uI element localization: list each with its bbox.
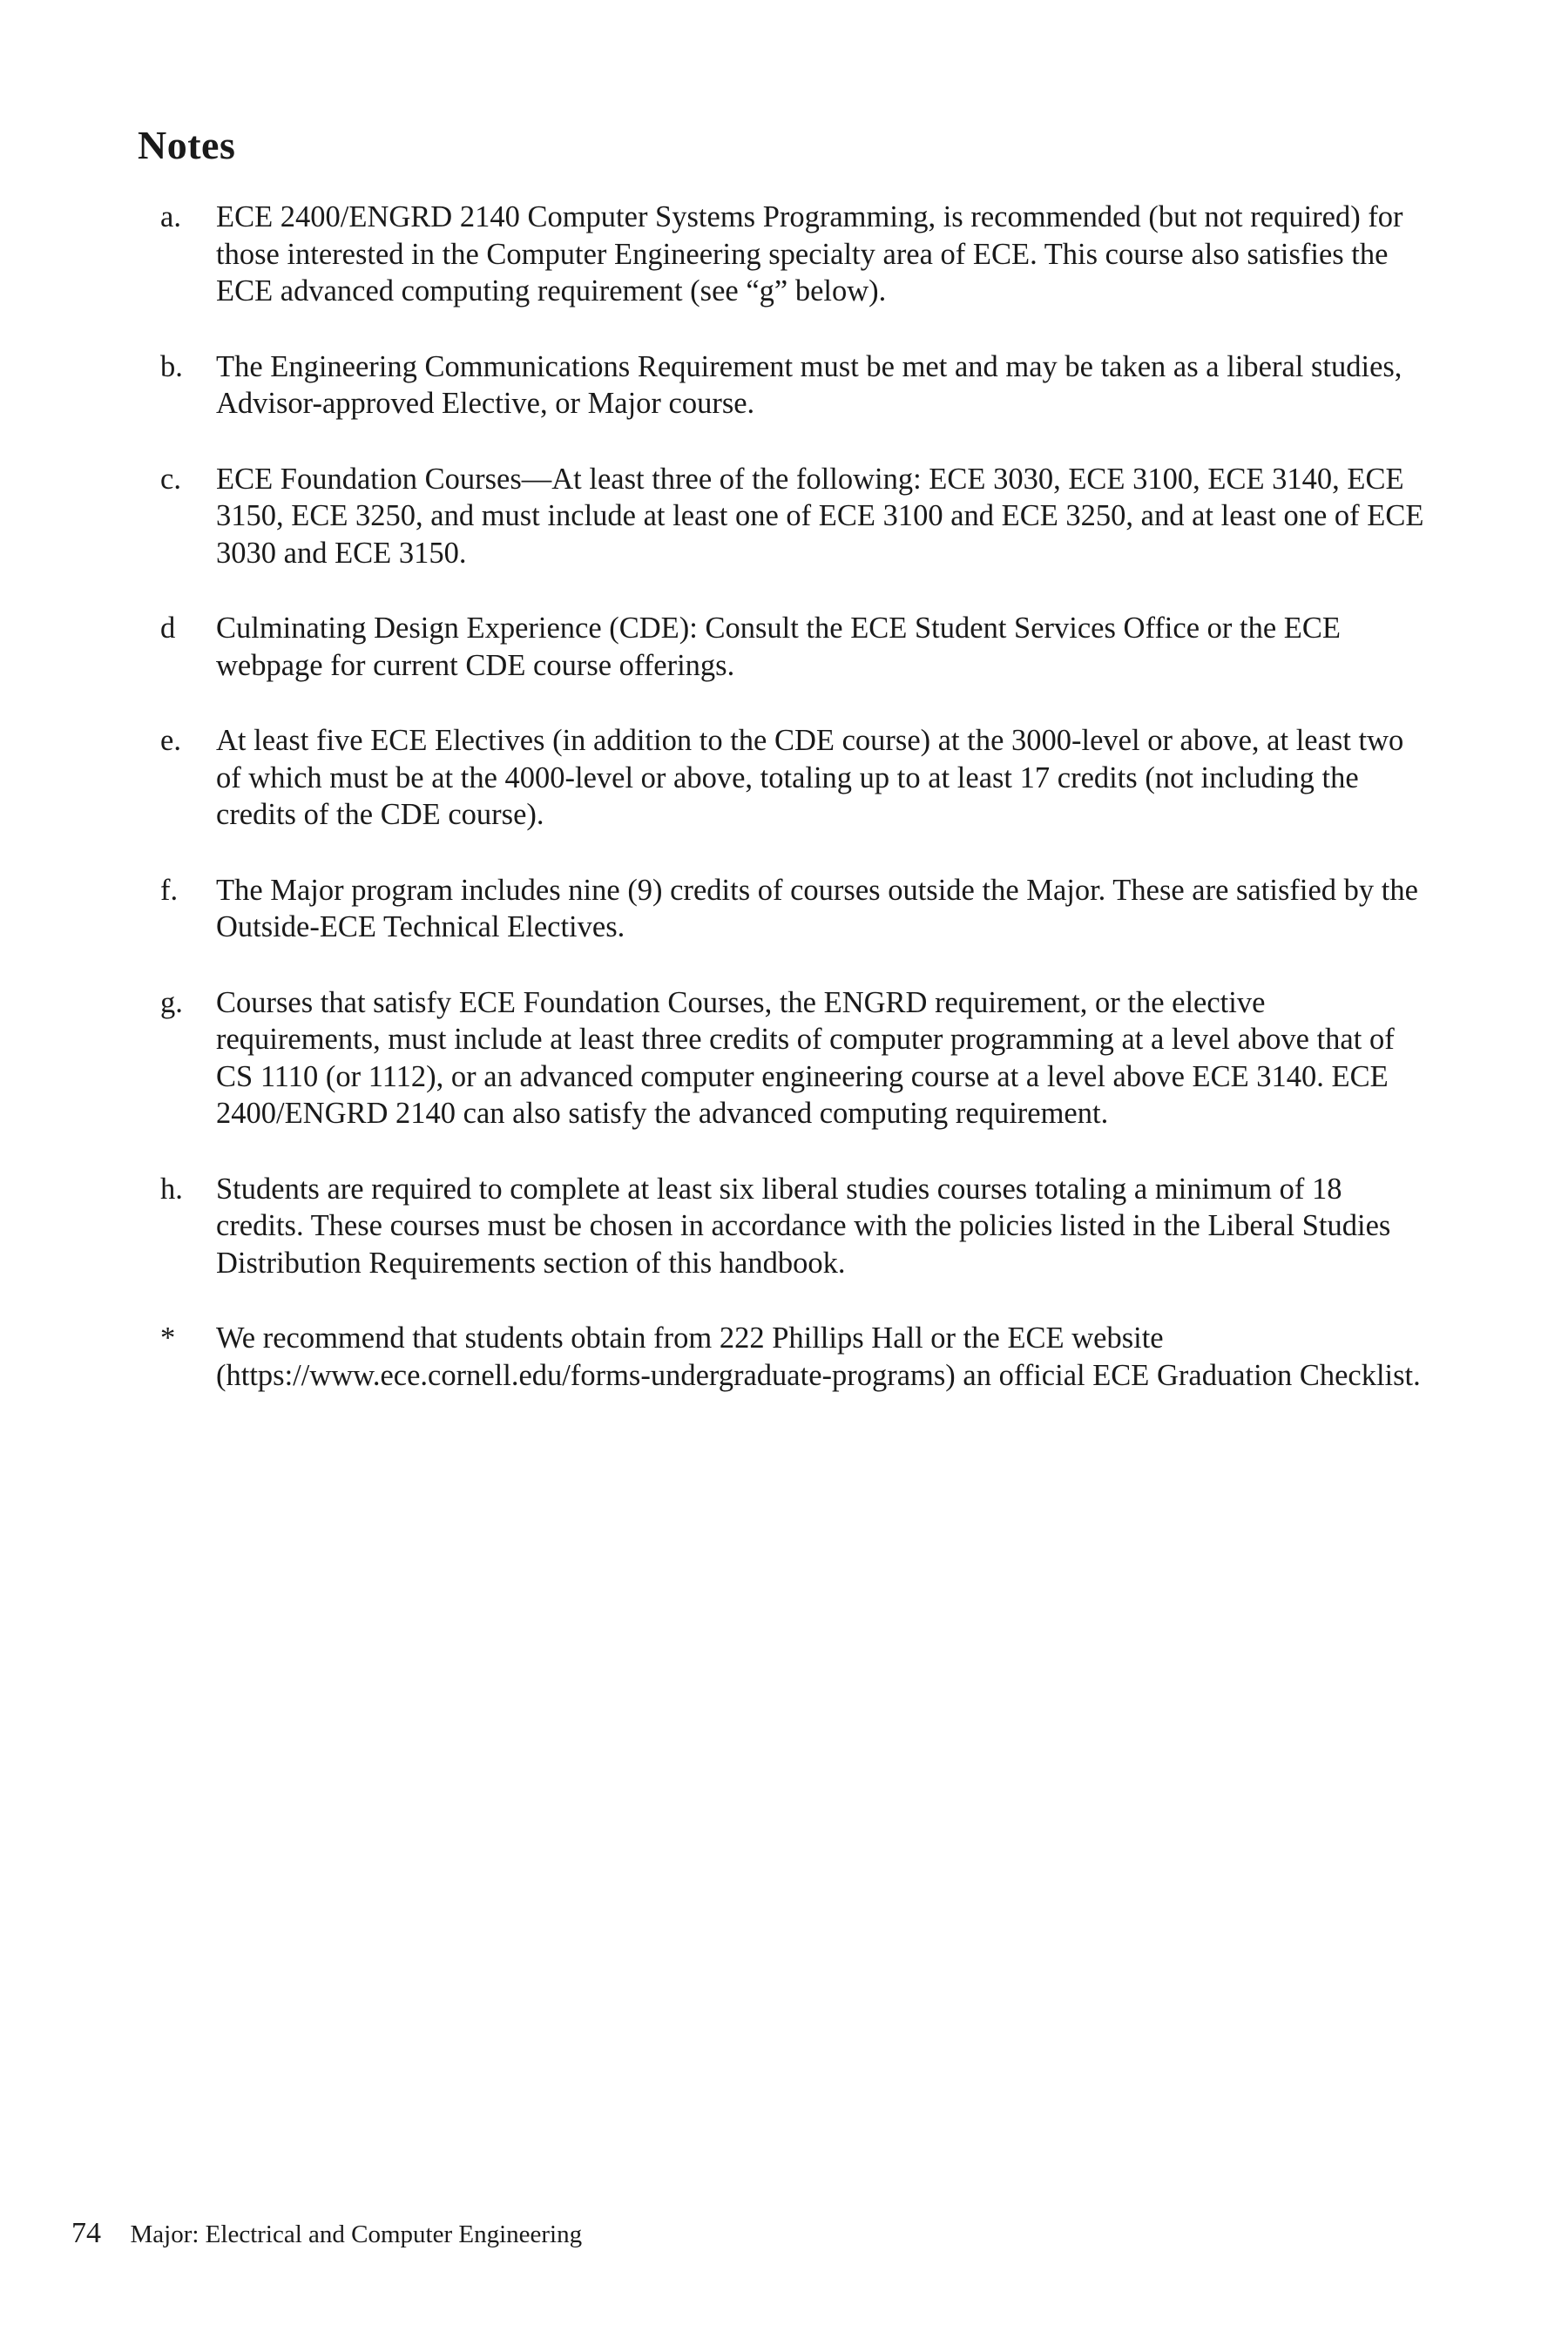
footer-section-title: Major: Electrical and Computer Engineering: [130, 2220, 583, 2248]
note-item-f: [160, 872, 1432, 946]
note-item-a: [160, 199, 1432, 310]
note-item-d: [160, 610, 1432, 684]
note-item-h: [160, 1171, 1432, 1282]
note-text: The Engineering Communications Requirement must be met and may be taken as a liberal studies, Advisor-approved Elective, or Major course.: [216, 349, 1402, 420]
page-footer: [71, 2217, 582, 2251]
note-text: Courses that satisfy ECE Foundation Courses, the ENGRD requirement, or the elective requirements, must include at least three credits of computer programming at a level above that of CS 1110 (or 1112), or an advanced computer engineering course at a level above ECE 3140. ECE 2400/ENGRD 2140 can also satisfy the advanced computing requirement.: [216, 985, 1395, 1130]
page-title: Notes: [138, 123, 236, 167]
note-text: We recommend that students obtain from 222 Phillips Hall or the ECE website (https://www.ece.cornell.edu/forms-undergraduate-programs) an official ECE Graduation Checklist.: [216, 1321, 1421, 1392]
note-text: ECE Foundation Courses—At least three of the following: ECE 3030, ECE 3100, ECE 3140, ECE 3150, ECE 3250, and must include at least one of ECE 3100 and ECE 3250, and at least one of ECE 3030 and ECE 3150.: [216, 462, 1424, 570]
note-text: Students are required to complete at least six liberal studies courses totaling a minimum of 18 credits. These courses must be chosen in accordance with the policies listed in the Liberal Studies Distribution Requirements section of this handbook.: [216, 1172, 1391, 1280]
note-marker: h.: [160, 1172, 183, 1206]
note-marker: *: [160, 1321, 176, 1355]
note-text: ECE 2400/ENGRD 2140 Computer Systems Programming, is recommended (but not required) for those interested in the Computer Engineering specialty area of ECE. This course also satisfies the ECE advanced computing requirement (see “g” below).: [216, 200, 1403, 308]
note-item-c: [160, 461, 1432, 572]
note-item-star: [160, 1320, 1432, 1394]
note-marker: g.: [160, 985, 183, 1019]
note-marker: a.: [160, 200, 181, 233]
notes-list: [160, 199, 1432, 1432]
note-marker: c.: [160, 462, 181, 496]
note-text: At least five ECE Electives (in addition to the CDE course) at the 3000-level or above, at least two of which must be at the 4000-level or above, totaling up to at least 17 credits (not including the credits of the CDE course).: [216, 724, 1404, 831]
page-number: 74: [71, 2217, 101, 2249]
note-item-e: [160, 722, 1432, 834]
note-text: Culminating Design Experience (CDE): Consult the ECE Student Services Office or the ECE webpage for current CDE course offerings.: [216, 612, 1341, 682]
note-text: The Major program includes nine (9) credits of courses outside the Major. These are satisfied by the Outside-ECE Technical Electives.: [216, 873, 1418, 943]
note-marker: d: [160, 612, 176, 645]
note-marker: e.: [160, 724, 181, 757]
note-marker: b.: [160, 349, 183, 383]
note-item-g: [160, 984, 1432, 1132]
note-marker: f.: [160, 873, 179, 907]
note-item-b: [160, 348, 1432, 422]
